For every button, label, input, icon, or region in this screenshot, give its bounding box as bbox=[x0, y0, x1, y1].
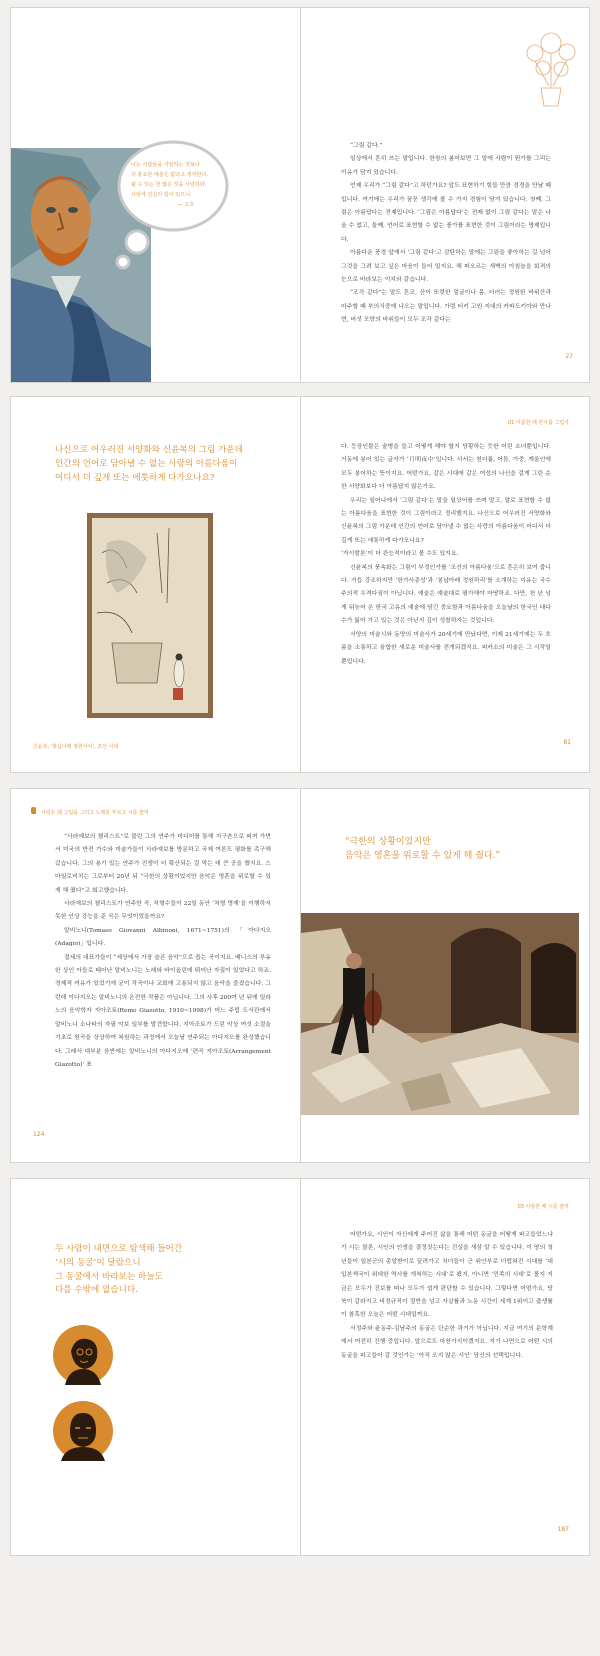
running-head: 03 사랑한 때 시를 쓸까 bbox=[517, 1204, 569, 1210]
quote-line: ‘시의 동굴’이 달랐으니 bbox=[55, 1257, 141, 1268]
quote-line: 그 동굴에서 바라보는 하늘도 bbox=[55, 1271, 163, 1282]
paragraph: 신윤복의 풍속화는 그림이 부정인가를 ‘조선의 아름다움’으로 흔은히 보여 줍니다. 거듭 강조하지만 ‘한가사종성’과 ‘봉납아래 정원하리’를 소개하는 이유는 국수주의적 우격다짐이 아닙니다. 예술은 예술대로 평가해야 마땅하죠. 다만, 천 년 넘게 뒤늦어 온 한국 고유의 예술에 담긴 중요함과 아름다움을 오늘날의 한국인 대다수가 잃어 가고 있는 것은 아닌지 깊이 성찰하자는 것입니다. bbox=[341, 564, 551, 625]
running-head: 01 아름한 때 한가롭 그림자 bbox=[507, 420, 569, 426]
paragraph: ‘자시발론’이 더 관능적이라고 볼 수도 있지요. bbox=[341, 551, 459, 558]
spread-2 bbox=[10, 396, 590, 773]
bubble-line: 나는 사람들을 사랑하는 것보다 bbox=[131, 162, 200, 168]
page-number: 27 bbox=[565, 353, 573, 360]
flower-vase-sketch bbox=[521, 28, 581, 108]
paragraph: 알비노니(Tomaso Giovanni Albinoni, 1671~1751)의 「아다지오(Adagio)」입니다. bbox=[55, 927, 271, 948]
page-number: 124 bbox=[33, 1131, 45, 1138]
pull-quote bbox=[345, 835, 500, 863]
bubble-line: 사랑에 진실의 힘이 있으니. bbox=[131, 192, 192, 198]
quote-line: 두 사람이 내면으로 탐색해 들어간 bbox=[55, 1244, 183, 1254]
bubble-quote bbox=[131, 160, 208, 210]
quote-line: 다를 수밖에 없습니다. bbox=[55, 1285, 138, 1296]
page-number: 187 bbox=[557, 1526, 569, 1533]
quote-line: “극한의 상황이었지만 bbox=[345, 837, 431, 847]
running-head: 사랑은 왜 그림을 그리고 노래를 부르고 시를 쓸까 bbox=[41, 810, 149, 816]
spread-1 bbox=[10, 7, 590, 383]
quote-line: 어디서 더 깊게 또는 애틋하게 다가오나요? bbox=[55, 473, 215, 483]
pull-quote bbox=[55, 443, 243, 485]
paragraph: 서양의 미술시와 동양의 미술사가 20세기에 만났다면, 이제 21세기에는 두 흐름을 소통하고 융합한 새로운 미술사를 전개되겠지요. 피카소의 미술은 그 시작일 뿐입니다. bbox=[341, 631, 551, 665]
cellist-ruins-photo bbox=[301, 913, 579, 1115]
quote-line: 나신으로 어우러진 서양화와 신윤복의 그림 가운데 bbox=[55, 445, 243, 455]
bubble-line: 될 수 있는 한 많은 것을 사랑하라. bbox=[131, 182, 207, 188]
poet-portrait-2 bbox=[53, 1401, 113, 1461]
spread-3 bbox=[10, 788, 590, 1163]
page-125 bbox=[301, 789, 590, 1162]
page-81 bbox=[301, 397, 590, 772]
paragraph: 언제 우리가 “그림 같다”고 하던가요? 앞도 표현하기 힘들 만큼 경경을 만날 때입니다. 여기에는 우리가 꿈꾼 생각에 볼 수 가지 경험이 담겨 있습니다. 첫째, 그림은 아름답다는 전제입니다. ‘그림은 아름답다’는 전제 없이 그림 같다는 말은 나올 수 없고, 둘째, 언어로 표현할 수 없는 풍가를 표현한 것이 그림이라는 명제입니다. bbox=[341, 183, 551, 243]
paragraph: 서정주와 윤동주-김남주의 동굴은 단순한 과거가 아닙니다. 지금 여기의 문학계에서 여전히 진행 중입니다. 앞으로도 마찬가지이겠지요. 지기 나면으로 어떤 시의 동굴을 파고들어 갈 것인가는 ‘아직 오지 않은 시인’ 당신의 선택입니다. bbox=[341, 1325, 553, 1359]
paragraph: “사라예보의 첼리스트”로 불린 그의 연주가 미디어를 통해 지구촌으로 퍼져 가면서 미국의 반전 가수와 미술가들이 사라예보를 방문하고 국제 여론도 평화를 촉구해 갔습니다. 그의 용기 있는 연주가 전쟁이 더 확산되는 걸 막는 데 큰 공을 했지요. 스마일로비치는 그로부터 20년 뒤 “극한의 상황이었지만 음악은 영혼을 위로할 수 있게 해 줬다”고 회고했습니다. bbox=[55, 834, 271, 894]
spread-4 bbox=[10, 1178, 590, 1556]
bubble-author: — 고흐 bbox=[177, 202, 194, 208]
chapter-mark-icon bbox=[31, 807, 36, 814]
paragraph: 아름다운 풍경 앞에서 ‘그림 같다’고 감탄하는 말에는 그림을 좋아하는 길 넘어 그것을 그려 보고 싶은 마음이 들어 있지요. 해 떠오르는 새벽의 아침놀을 회격의 눈으로 바라보는 이치와 같습니다. bbox=[341, 250, 551, 284]
poet-portrait-1 bbox=[53, 1325, 113, 1385]
page-124 bbox=[11, 789, 301, 1162]
page-186 bbox=[11, 1179, 301, 1555]
shin-yunbok-painting bbox=[87, 513, 213, 718]
page-number: 81 bbox=[563, 739, 571, 746]
quote-line: 인간의 언어로 담아낼 수 없는 사랑의 아름다움이 bbox=[55, 459, 238, 469]
paragraph: 다. 등장인물은 술병을 들고 어떻게 해야 할지 당황하는 듯한 어린 소녀뿐입니다. 거동에 봉어 있는 글자가 ‘月明夜中’입니다. 사서는 천더롭, 어둠, 가중, 계울인에 모두 봉어하는 뜻이지요. 어떤가요, 같은 시대에 같은 여성의 나신을 걸게 그린 순한 서양화보다 더 아름답지 않은가요. bbox=[341, 444, 551, 491]
paragraph: 어떤가요, 시인이 자신에게 주어진 삶을 통해 어떤 동굴을 어떻게 파고들었느냐가 시는 물론, 시인의 인생을 결정짓는다는 진실을 새삼 알 수 있습니다. 이 땅의 청년들이 일본군의 총알받이로 끌려가고 처녀들이 군 위안부로 더럽혀진 시대를 ‘대입본색국이 위대한 역사를 개척하는 시대’로 봤지, 아니면 ‘민족의 시대’로 볼지 지금은 모두가 진보를 떠나 모두가 쉽게 판단할 수 있습니다. 그렇다면 어떤가요, 당북이 갈라지고 비정규직이 절반을 넘고 자살률과 노동 시간이 세계 1위이고 출생률이 참혹한 오늘은 어떤 시대일까요. bbox=[341, 1232, 553, 1319]
paragraph: 절세의 대표가들이 “세상에서 가장 슬픈 음악”으로 꼽는 곡이지요. 베니스의 부유한 상인 아들로 태어난 알비노니는 노래와 바이올린에 뛰어난 자질이 있었다고 하죠. 경제적 여유가 있었기에 궁이 작곡이나 교회에 고용되지 않고 음악을 즐겼습니다. 그런데 이다지오는 알비노니의 온전한 작품은 아닙니다. 그의 사후 200여 년 뒤에 밀라노의 음악학자 지아조토(Remo Giazotto, 1910~1998)가 어느 주립 도서관에서 알비노니 소나타의 자필 악보 일부를 발견합니다. 지아조토가 드린 악상 여섯 소절을 기초로 원곡을 상상하여 복원하는 과정에서 오늘날 연주되는 아다지오를 완성했습니다. 그래서 대부분 음반에는 알비노니의 아다지오에 ‘편곡 지아조토(Arrangement Giazotto)’ 표 bbox=[55, 954, 271, 1068]
body-text bbox=[341, 1229, 553, 1363]
image-caption: 신윤복, ‘봉납아래 정원아이’, 조선 시대 bbox=[33, 744, 119, 750]
pull-quote bbox=[55, 1243, 182, 1298]
body-text bbox=[55, 831, 271, 1072]
paragraph: “조각 같다”는 말도 흔코, 산이 또렷한 얼굴이나 몸, 더러는 정원한 바위산과 마주할 때 부의식중에 나오는 말입니다. 가령 터키 고원 지대의 카파도키아와 만나면, 버섯 모양의 바위들이 모두 조각 같다는 bbox=[341, 290, 551, 324]
quote-line: 음악은 영혼을 위로할 수 있게 해 줬다.” bbox=[345, 851, 501, 861]
paragraph: 사라예보의 첼리스트가 연주한 곡, 처형수들이 22일 동안 ‘처형 영재’을 이행하지 못한 인상 강능을 준 곡은 무엇이었을까요? bbox=[55, 901, 271, 921]
page-27 bbox=[301, 8, 590, 382]
page-187 bbox=[301, 1179, 590, 1555]
body-text bbox=[341, 441, 551, 669]
paragraph: 우리는 일어나에서 ‘그림 같다’는 말을 일상어를 쓰며 말고, 말로 표현할 수 없는 아름다움을 표현한 것이 그림이라고 정리했지요. 나신으로 어우러진 서양화와 신윤복의 그림 가운데 인간의 언어로 담아낼 수 없는 사랑의 아름다움이 어디서 더 깊게 또는 애틋하게 다가오나요? bbox=[341, 497, 551, 544]
bubble-line: 더 충요한 예술은 없다고 생각한다. bbox=[131, 172, 208, 178]
body-text bbox=[341, 140, 551, 328]
paragraph: “그림 같다.” bbox=[350, 143, 383, 149]
page-80 bbox=[11, 397, 301, 772]
paragraph: 일상에서 흔히 쓰는 말입니다. 한창의 봄어보면 그 말에 사람이 뭔가를 그리는 이유가 담겨 있습니다. bbox=[341, 156, 551, 176]
page-26 bbox=[11, 8, 301, 382]
